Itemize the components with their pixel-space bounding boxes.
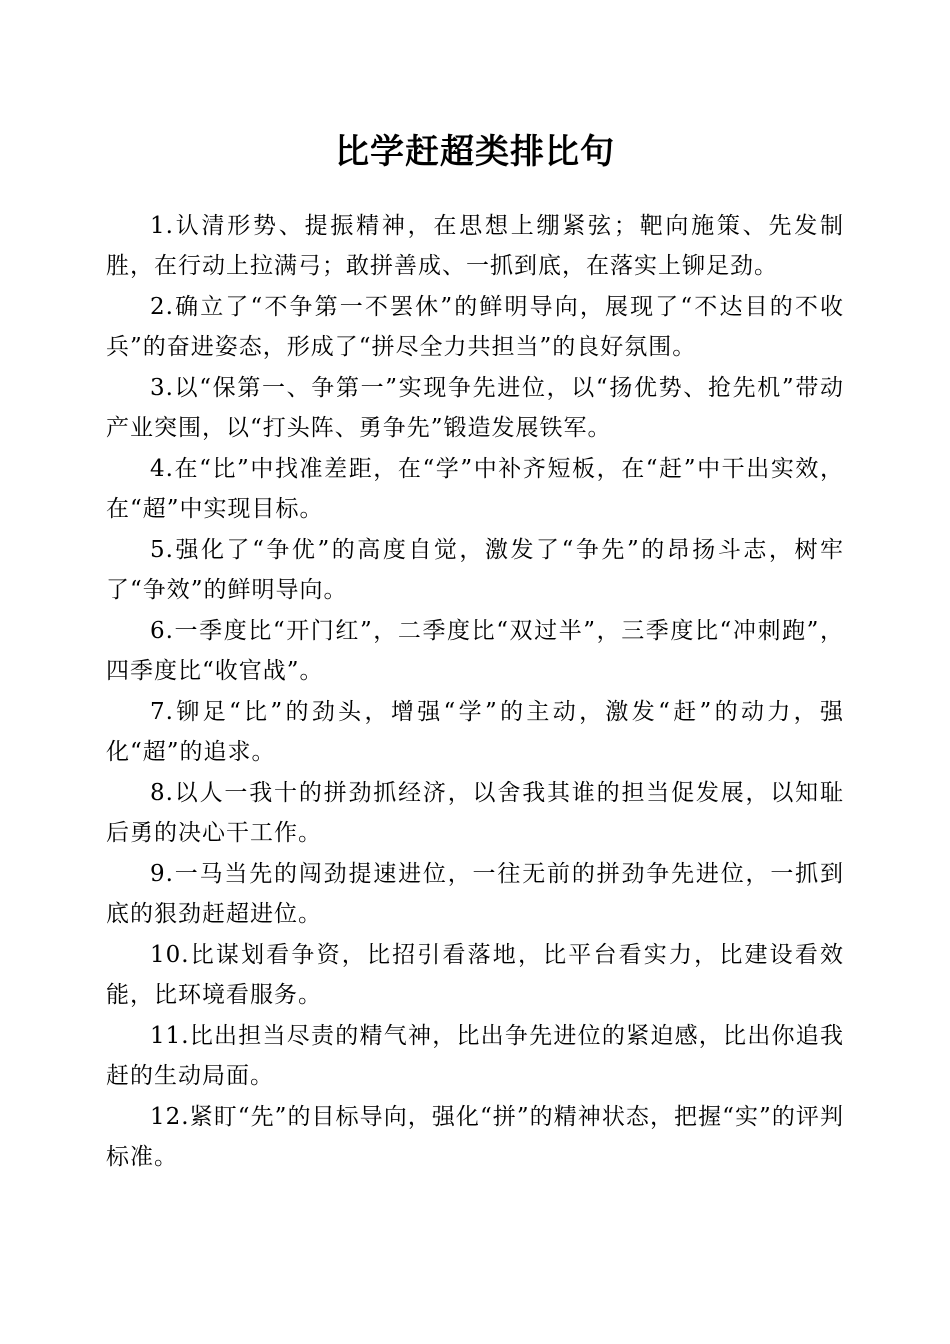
document-body	[106, 206, 844, 1178]
paragraph-12: 12.紧盯“先”的目标导向，强化“拼”的精神状态，把握“实”的评判标准。	[106, 1104, 844, 1170]
paragraph-2: 2.确立了“不争第一不罢休”的鲜明导向，展现了“不达目的不收兵”的奋进姿态，形成了“拼尽全力共担当”的良好氛围。	[106, 294, 844, 360]
paragraph-3: 3.以“保第一、争第一”实现争先进位，以“扬优势、抢先机”带动产业突围，以“打头阵、勇争先”锻造发展铁军。	[106, 375, 844, 441]
paragraph-7: 7.铆足“比”的劲头，增强“学”的主动，激发“赶”的动力，强化“超”的追求。	[106, 699, 844, 765]
paragraph-4: 4.在“比”中找准差距，在“学”中补齐短板，在“赶”中干出实效，在“超”中实现目标。	[106, 456, 844, 522]
paragraph-6: 6.一季度比“开门红”，二季度比“双过半”，三季度比“冲刺跑”，四季度比“收官战”。	[106, 618, 844, 684]
paragraph-1: 1.认清形势、提振精神，在思想上绷紧弦；靶向施策、先发制胜，在行动上拉满弓；敢拼善成、一抓到底，在落实上铆足劲。	[106, 213, 844, 279]
paragraph-9: 9.一马当先的闯劲提速进位，一往无前的拼劲争先进位，一抓到底的狠劲赶超进位。	[106, 861, 844, 927]
paragraph-8: 8.以人一我十的拼劲抓经济，以舍我其谁的担当促发展，以知耻后勇的决心干工作。	[106, 780, 844, 846]
document-title: 比学赶超类排比句	[335, 132, 615, 172]
paragraph-11: 11.比出担当尽责的精气神，比出争先进位的紧迫感，比出你追我赶的生动局面。	[106, 1023, 844, 1089]
paragraph-5: 5.强化了“争优”的高度自觉，激发了“争先”的昂扬斗志，树牢了“争效”的鲜明导向。	[106, 537, 844, 603]
paragraph-10: 10.比谋划看争资，比招引看落地，比平台看实力，比建设看效能，比环境看服务。	[106, 942, 844, 1008]
